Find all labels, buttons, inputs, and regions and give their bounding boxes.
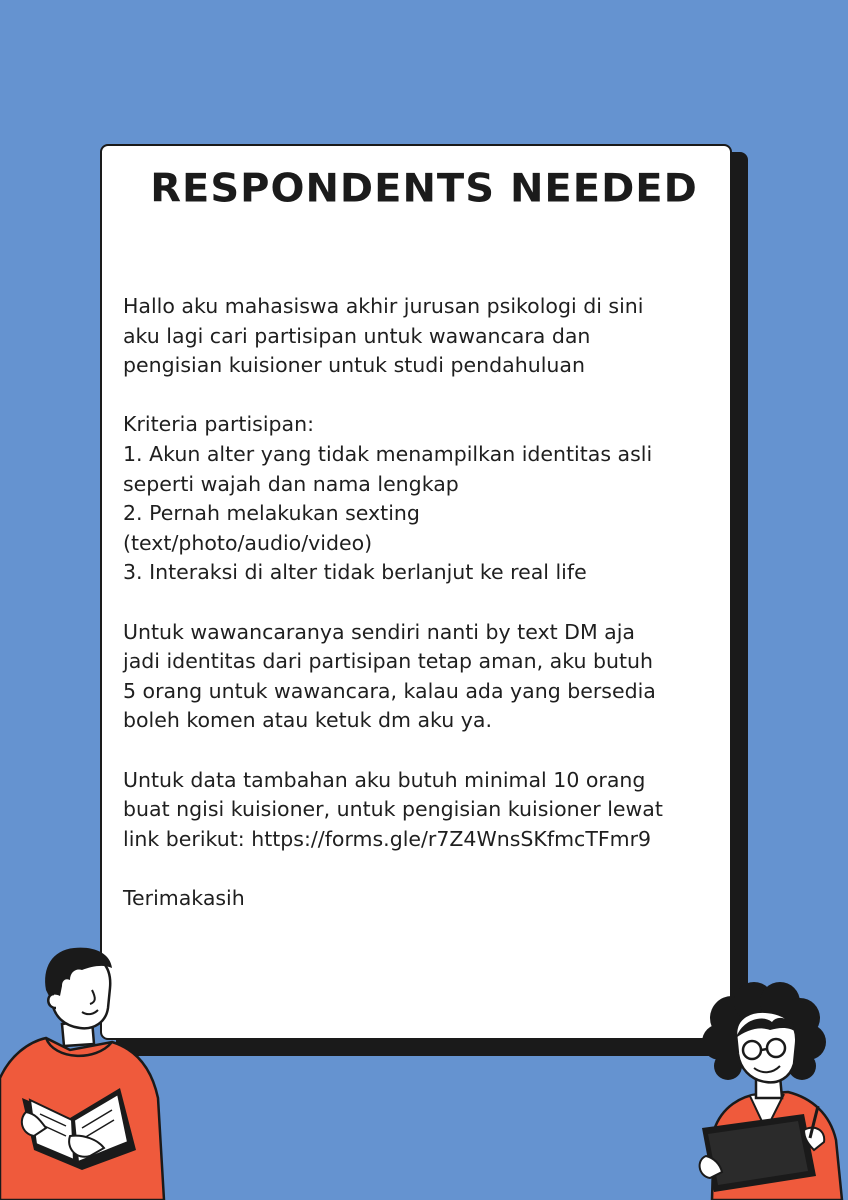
- interview-line: jadi identitas dari partisipan tetap aman, aku butuh: [123, 649, 653, 674]
- poster-title: RESPONDENTS NEEDED: [150, 166, 698, 212]
- criteria-line: 1. Akun alter yang tidak menampilkan identitas asli: [123, 441, 653, 466]
- criteria-line: seperti wajah dan nama lengkap: [123, 471, 459, 496]
- poster-body: [123, 292, 713, 943]
- criteria-line: (text/photo/audio/video): [123, 530, 373, 555]
- intro-paragraph: [123, 292, 713, 381]
- interview-line: boleh komen atau ketuk dm aku ya.: [123, 708, 493, 733]
- intro-line: Hallo aku mahasiswa akhir jurusan psikologi di sini: [123, 294, 644, 318]
- criteria-heading: Kriteria partisipan:: [123, 412, 315, 437]
- questionnaire-link-line[interactable]: link berikut: https://forms.gle/r7Z4WnsSKfmcTFmr9: [123, 826, 652, 851]
- questionnaire-line: buat ngisi kuisioner, untuk pengisian kuisioner lewat: [123, 797, 663, 822]
- intro-line: pengisian kuisioner untuk studi pendahuluan: [123, 353, 585, 378]
- man-reading-book-illustration: [0, 938, 170, 1200]
- intro-line: aku lagi cari partisipan untuk wawancara dan: [123, 323, 591, 348]
- interview-line: Untuk wawancaranya sendiri nanti by text DM aja: [123, 619, 635, 644]
- questionnaire-line: Untuk data tambahan aku butuh minimal 10 orang: [123, 767, 646, 792]
- questionnaire-paragraph: [123, 766, 713, 855]
- interview-line: 5 orang untuk wawancara, kalau ada yang bersedia: [123, 678, 656, 703]
- criteria-paragraph: [123, 410, 713, 588]
- closing-text: Terimakasih: [123, 885, 245, 910]
- interview-paragraph: [123, 618, 713, 736]
- woman-with-tablet-illustration: [692, 980, 848, 1200]
- criteria-line: 3. Interaksi di alter tidak berlanjut ke real life: [123, 560, 587, 585]
- criteria-line: 2. Pernah melakukan sexting: [123, 501, 420, 526]
- closing-paragraph: [123, 884, 713, 914]
